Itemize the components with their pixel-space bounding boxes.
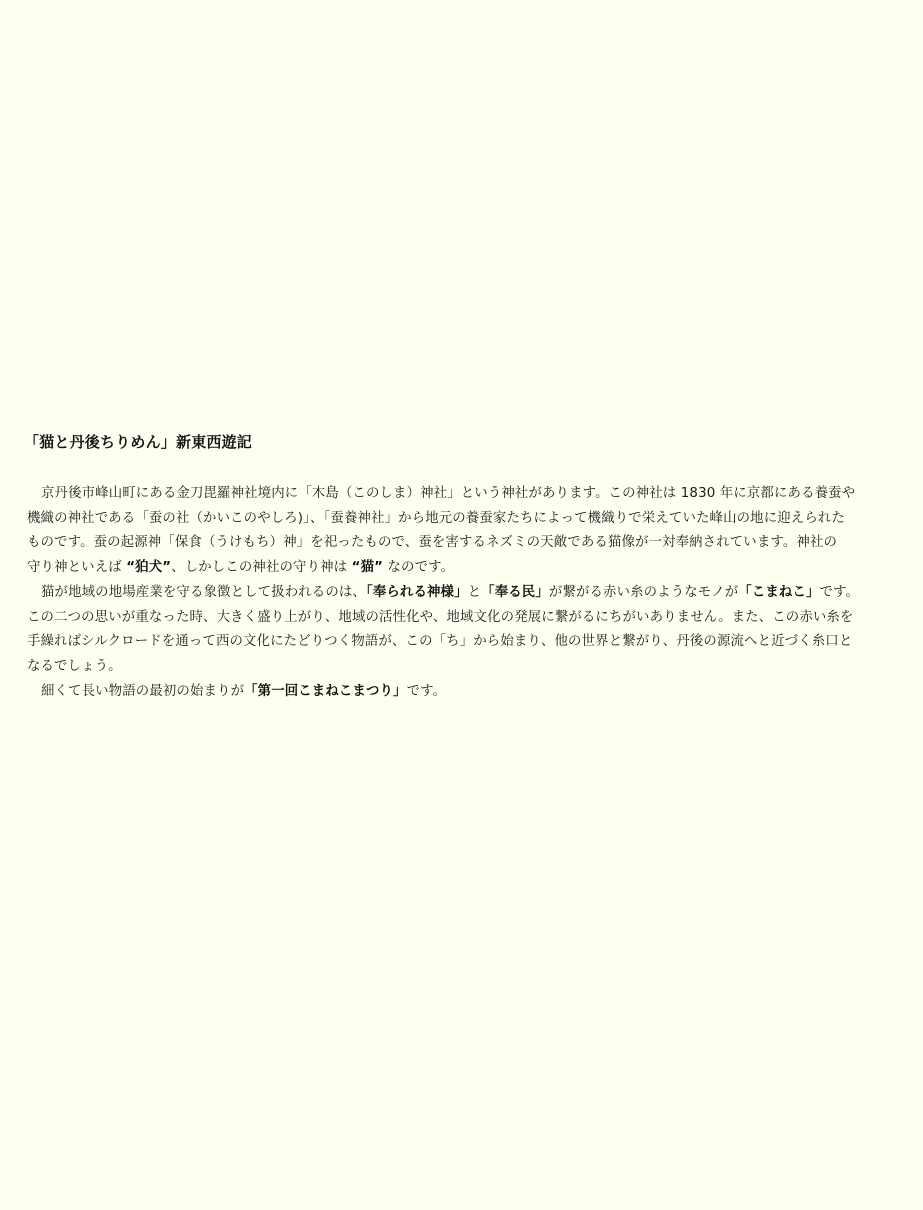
emphasis-cat: “猫”	[351, 560, 384, 576]
emphasis-worshipping-people: 「奉る民」	[481, 584, 549, 600]
text-segment: と	[467, 584, 482, 600]
paragraph-2-line-2: この二つの思いが重なった時、大きく盛り上がり、地域の活性化や、地域文化の発展に繋がるにちがいありません。また、この赤い糸を	[27, 609, 854, 625]
paragraph-1-line-4	[27, 556, 895, 581]
paragraph-2-line-3: 手繰ればシルクロードを通って西の文化にたどりつく物語が、この「ち」から始まり、他の世界と繋がり、丹後の源流へと近づく糸口と	[27, 634, 853, 650]
article-title: 「猫と丹後ちりめん」新東西遊記	[24, 433, 253, 451]
text-segment: です。	[406, 683, 447, 699]
emphasis-komainu: “狛犬”	[126, 560, 172, 576]
text-segment: 、しかしこの神社の守り神は	[171, 560, 352, 576]
text-segment: 猫が地域の地場産業を守る象徴として扱われるのは、	[41, 584, 366, 600]
paragraph-3	[27, 680, 895, 705]
paragraph-1-line-1: 京丹後市峰山町にある金刀毘羅神社境内に「木島（このしま）神社」という神社があります。この神社は 1830 年に京都にある養蚕や	[41, 486, 856, 501]
paragraph-1	[27, 482, 895, 581]
emphasis-festival-name: 「第一回こまねこまつり」	[244, 683, 407, 699]
text-segment: なのです。	[383, 560, 455, 576]
article-body	[27, 482, 895, 704]
paragraph-3-line-1	[27, 680, 895, 705]
article	[24, 430, 895, 704]
emphasis-worshipped-gods: 「奉られる神様」	[365, 584, 468, 600]
paragraph-1-line-3: ものです。蚕の起源神「保食（うけもち）神」を祀ったもので、蚕を害するネズミの天敵である猫像が一対奉納されています。神社の	[27, 535, 838, 551]
text-segment: が繋がる赤い糸のようなモノが	[548, 584, 739, 600]
emphasis-komaneko: 「こまねこ」	[738, 584, 820, 600]
text-segment: 細くて長い物語の最初の始まりが	[41, 683, 245, 699]
paragraph-2-line-4: なるでしょう。	[27, 658, 122, 674]
paragraph-2	[27, 581, 895, 680]
paragraph-2-line-1	[27, 581, 895, 606]
paragraph-1-line-2: 機織の神社である「蚕の社（かいこのやしろ)」、「蚕養神社」から地元の養蚕家たちによって機織りで栄えていた峰山の地に迎えられた	[27, 510, 845, 526]
text-segment: です。	[819, 584, 860, 600]
text-segment: 守り神といえば	[27, 560, 127, 576]
